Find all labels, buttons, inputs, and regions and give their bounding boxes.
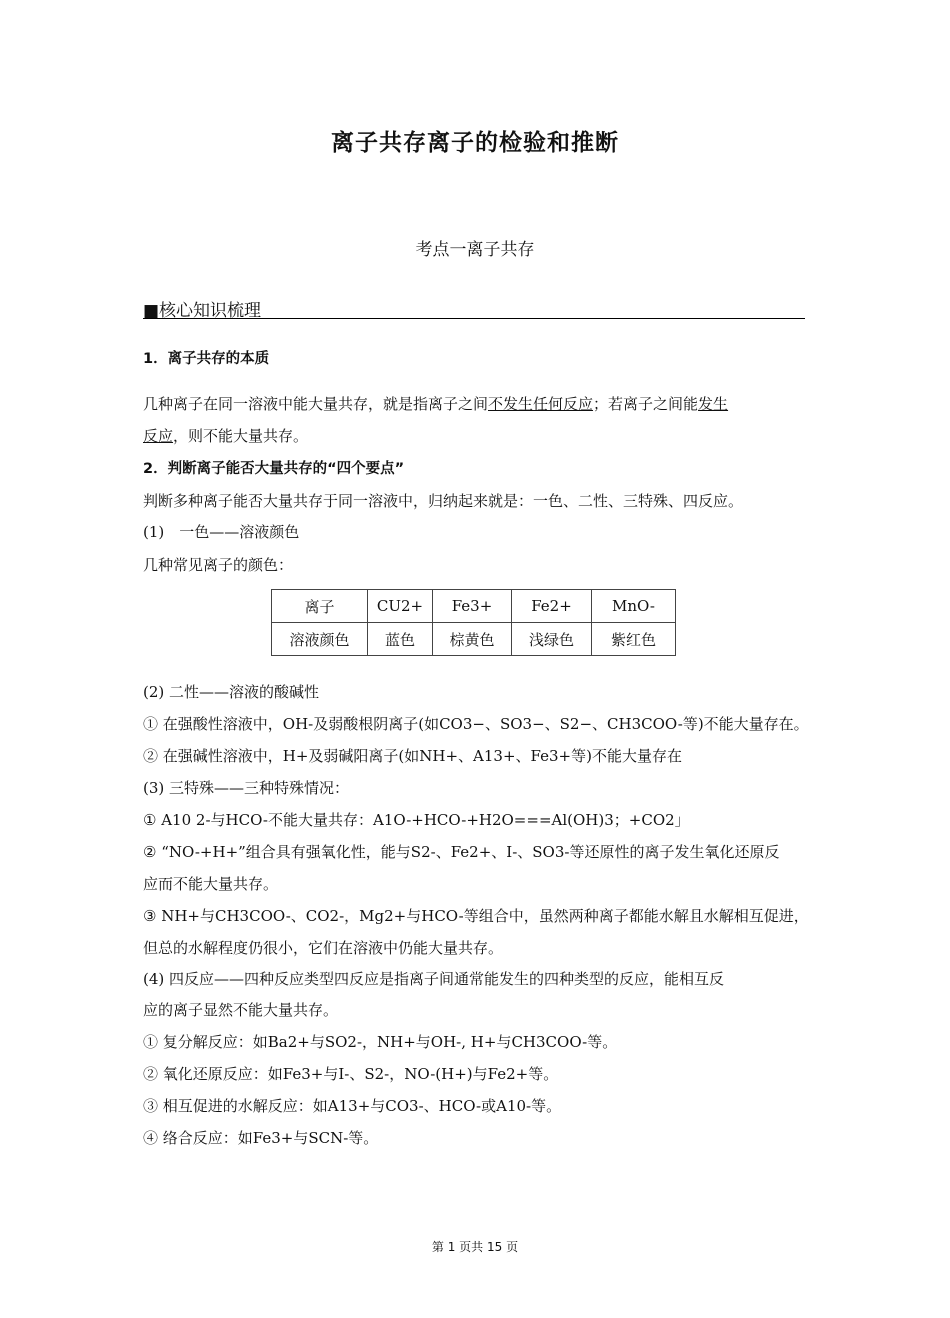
- table-row: [272, 623, 676, 656]
- p1-text-c: ；若离子之间能: [593, 395, 699, 413]
- subsection-3-item-2: ② “NO-+H+”组合具有强氧化性，能与S2-、Fe2+、I-、SO3-等还原性的离子发生氧化还原反: [143, 843, 780, 861]
- subsection-3-item-3: ③ NH+与CH3COO-、CO2-，Mg2+与HCO-等组合中，虽然两种离子都能水解且水解相互促进，: [143, 907, 809, 925]
- table-cell: MnO-: [592, 590, 676, 623]
- table-cell: Fe3+: [433, 590, 512, 623]
- subsection-2-item-2: ② 在强碱性溶液中，H+及弱碱阳离子(如NH+、A13+、Fe3+等)不能大量存在: [143, 747, 682, 765]
- ion-color-table: [271, 589, 676, 656]
- table-header-row: [272, 590, 676, 623]
- subsection-3-item-2-cont: 应而不能大量共存。: [143, 875, 279, 893]
- table-cell: 棕黄色: [433, 623, 512, 656]
- document-title: 离子共存离子的检验和推断: [331, 130, 619, 156]
- subsection-4-item-4: ④ 络合反应：如Fe3+与SCN-等。: [143, 1129, 379, 1147]
- p1-underline-d: 发生: [698, 395, 729, 413]
- table-cell: Fe2+: [512, 590, 592, 623]
- subsection-4-item-1: ① 复分解反应：如Ba2+与SO2-，NH+与OH-, H+与CH3COO-等。: [143, 1033, 618, 1051]
- subsection-4-item-3: ③ 相互促进的水解反应：如A13+与CO3-、HCO-或A10-等。: [143, 1097, 562, 1115]
- table-cell: CU2+: [368, 590, 433, 623]
- table-cell: 浅绿色: [512, 623, 592, 656]
- subsection-4-cont: 应的离子显然不能大量共存。: [143, 1001, 339, 1019]
- subsection-1: (1) 一色——溶液颜色: [143, 523, 300, 541]
- table-cell: 离子: [272, 590, 368, 623]
- subsection-2: (2) 二性——溶液的酸碱性: [143, 683, 320, 701]
- subsection-4-item-2: ② 氧化还原反应：如Fe3+与I-、S2-，NO-(H+)与Fe2+等。: [143, 1065, 559, 1083]
- heading-2: 2．判断离子能否大量共存的“四个要点”: [143, 461, 405, 477]
- page-footer: 第 1 页共 15 页: [431, 1240, 519, 1254]
- p1-text-f: ，则不能大量共存。: [173, 427, 309, 445]
- p1-text-a: 几种离子在同一溶液中能大量共存，就是指离子之间: [143, 395, 489, 413]
- subsection-3: (3) 三特殊——三种特殊情况：: [143, 779, 350, 797]
- table-cell: 紫红色: [592, 623, 676, 656]
- table-cell: 溶液颜色: [272, 623, 368, 656]
- paragraph-1: [143, 394, 813, 414]
- section-subtitle: 考点一离子共存: [415, 240, 535, 260]
- subsection-3-item-1: ① A10 2-与HCO-不能大量共存：A1O-+HCO-+H2O===Al(OH)3；+CO2」: [143, 811, 690, 829]
- p1-underline-b: 不发生任何反应: [488, 395, 594, 413]
- subsection-4: (4) 四反应——四种反应类型四反应是指离子间通常能发生的四种类型的反应，能相互反: [143, 970, 725, 988]
- heading-1: 1．离子共存的本质: [143, 351, 270, 367]
- section-heading: ■核心知识梳理: [143, 296, 805, 319]
- subsection-1-intro: 几种常见离子的颜色：: [143, 556, 294, 574]
- paragraph-1-cont: [143, 426, 813, 446]
- p1-underline-e: 反应: [143, 427, 174, 445]
- subsection-2-item-1: ① 在强酸性溶液中，OH-及弱酸根阴离子(如CO3−、SO3−、S2−、CH3COO-等)不能大量存在。: [143, 715, 809, 733]
- subsection-3-item-3-cont: 但总的水解程度仍很小，它们在溶液中仍能大量共存。: [143, 939, 504, 957]
- table-cell: 蓝色: [368, 623, 433, 656]
- paragraph-2: 判断多种离子能否大量共存于同一溶液中，归纳起来就是：一色、二性、三特殊、四反应。: [143, 492, 744, 510]
